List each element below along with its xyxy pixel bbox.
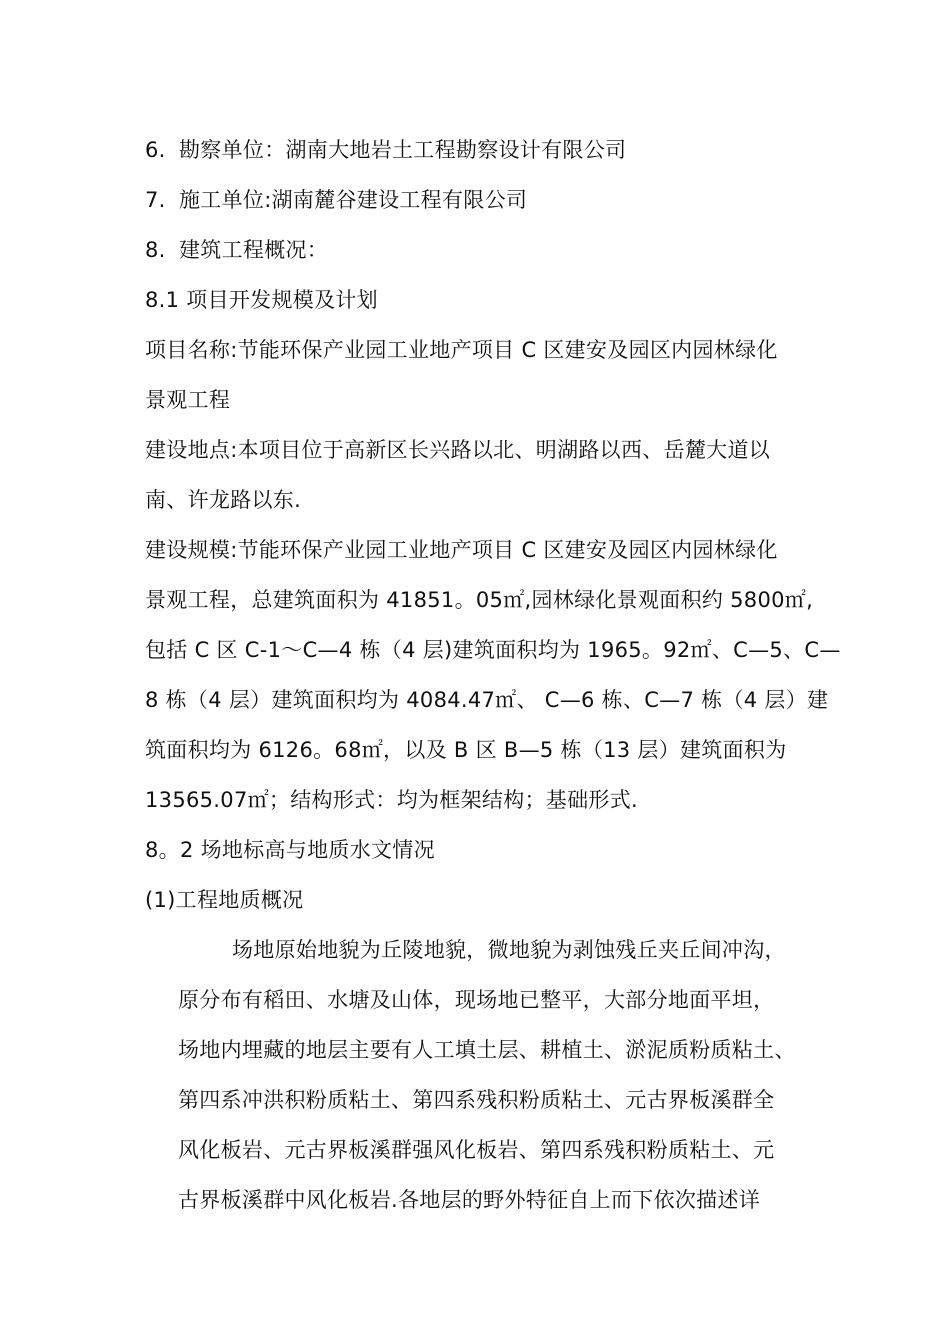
project-name-line: 项目名称:节能环保产业园工业地产项目 C 区建安及园区内园林绿化 xyxy=(145,338,778,362)
scale-line-cont: 包括 C 区 C-1～C—4 栋（4 层)建筑面积均为 1965。92㎡、C—5、C— xyxy=(145,638,841,662)
line-text: 建筑工程概况： xyxy=(179,238,329,262)
line-text: 勘察单位：湖南大地岩土工程勘察设计有限公司 xyxy=(179,138,627,162)
scale-line: 建设规模:节能环保产业园工业地产项目 C 区建安及园区内园林绿化 xyxy=(145,538,778,562)
list-item-project-overview xyxy=(145,235,328,265)
geology-paragraph-line: 风化板岩、元古界板溪群强风化板岩、第四系残积粉质粘土、元 xyxy=(178,1138,775,1162)
geology-paragraph-line: 原分布有稻田、水塘及山体，现场地已整平，大部分地面平坦， xyxy=(178,988,775,1012)
scale-line-cont: 8 栋（4 层）建筑面积均为 4084.47㎡、 C—6 栋、C—7 栋（4 层）建 xyxy=(145,688,829,712)
geology-paragraph-line: 第四系冲洪积粉质粘土、第四系残积粉质粘土、元古界板溪群全 xyxy=(178,1088,775,1112)
line-text: 施工单位:湖南麓谷建设工程有限公司 xyxy=(179,188,528,212)
list-number: 7. xyxy=(145,188,166,212)
section-heading-8-1: 8.1 项目开发规模及计划 xyxy=(145,288,378,312)
list-item-construction-unit xyxy=(145,185,527,215)
list-number: 8. xyxy=(145,238,166,262)
location-line: 建设地点:本项目位于高新区长兴路以北、明湖路以西、岳麓大道以 xyxy=(145,438,771,462)
scale-line-cont: 景观工程，总建筑面积为 41851。05㎡,园林绿化景观面积约 5800㎡, xyxy=(145,588,814,612)
subsection-heading-geology: (1)工程地质概况 xyxy=(145,888,304,912)
geology-paragraph-line: 场地内埋藏的地层主要有人工填土层、耕植土、淤泥质粉质粘土、 xyxy=(178,1038,796,1062)
scale-line-cont: 13565.07㎡；结构形式：均为框架结构；基础形式. xyxy=(145,788,638,812)
list-item-survey-unit xyxy=(145,135,626,165)
project-name-line-cont: 景观工程 xyxy=(145,388,231,412)
section-heading-8-2: 8。2 场地标高与地质水文情况 xyxy=(145,838,435,862)
location-line-cont: 南、许龙路以东. xyxy=(145,488,302,512)
geology-paragraph-line: 场地原始地貌为丘陵地貌，微地貌为剥蚀残丘夹丘间冲沟， xyxy=(232,938,786,962)
geology-paragraph-line: 古界板溪群中风化板岩.各地层的野外特征自上而下依次描述详 xyxy=(178,1188,761,1212)
list-number: 6. xyxy=(145,138,166,162)
scale-line-cont: 筑面积均为 6126。68㎡，以及 B 区 B—5 栋（13 层）建筑面积为 xyxy=(145,738,787,762)
